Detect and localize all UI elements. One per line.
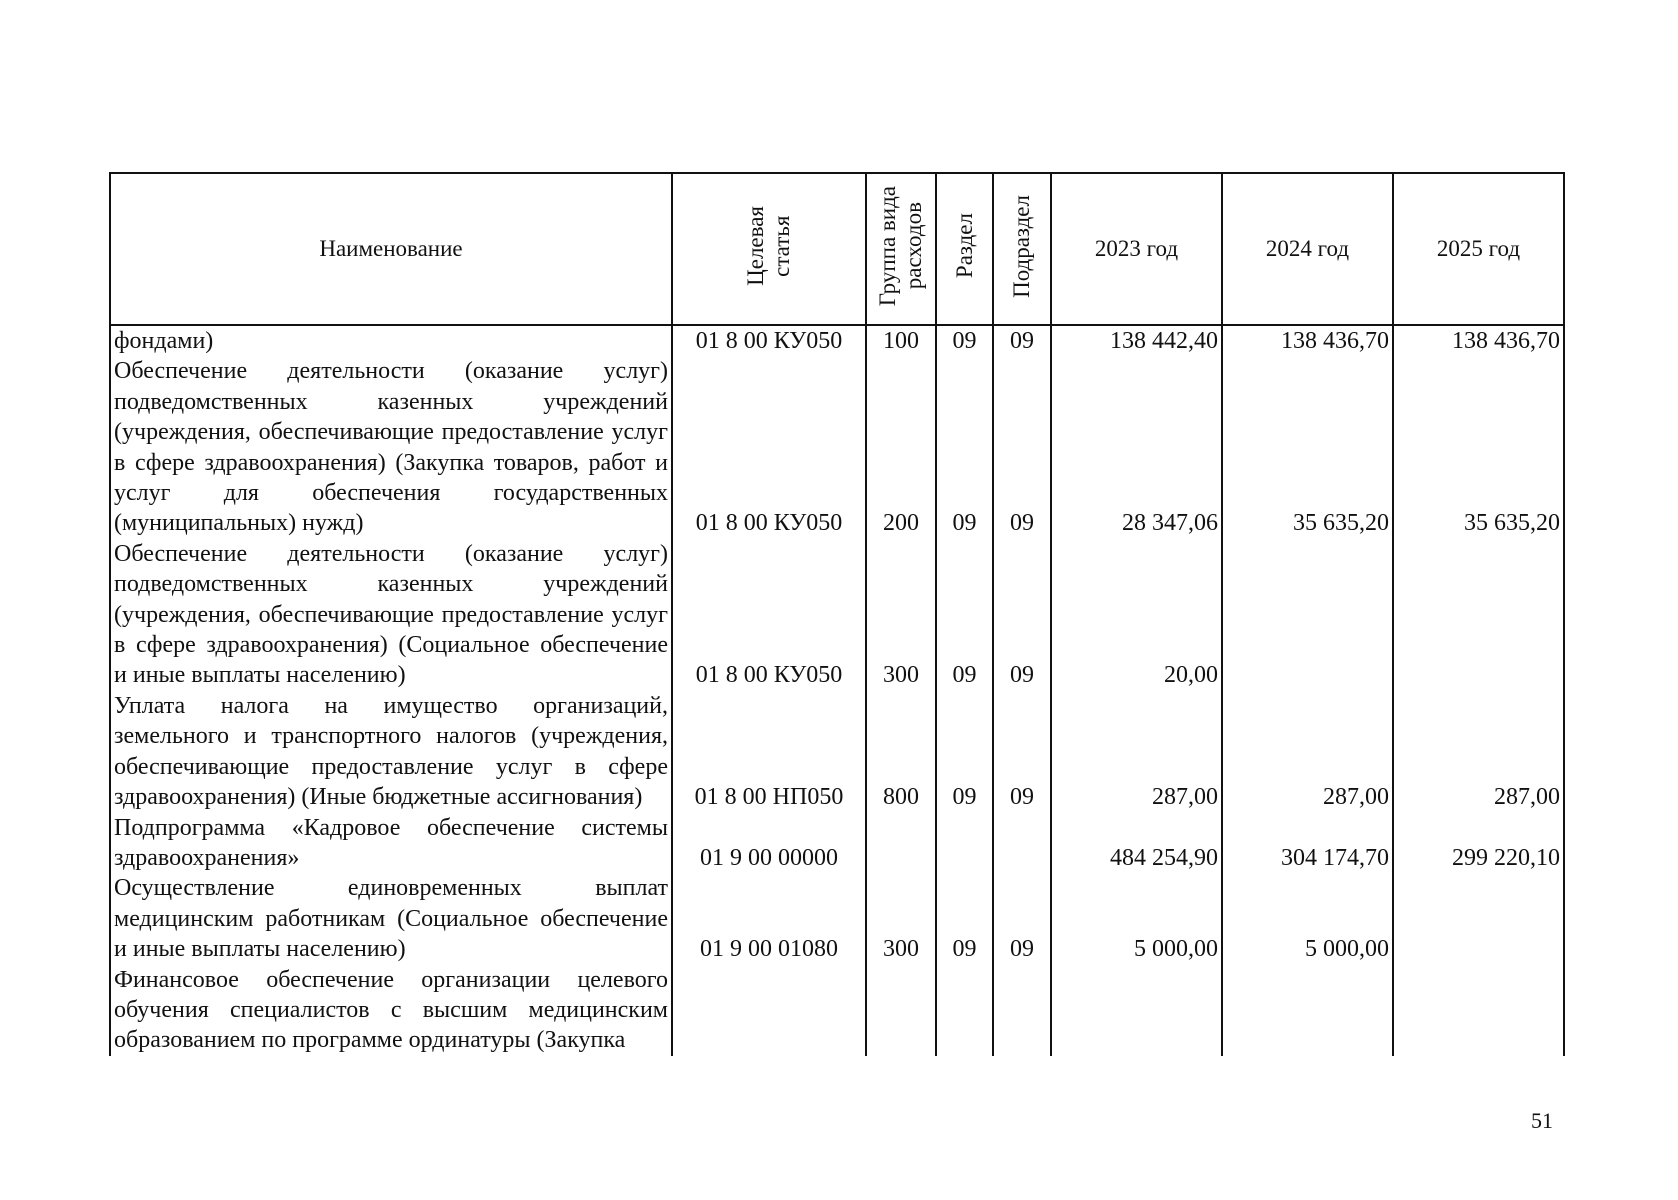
table-row bbox=[110, 813, 1564, 874]
row-section bbox=[936, 965, 993, 1056]
row-target-article: 01 8 00 КУ050 bbox=[672, 325, 866, 356]
row-amount-2024: 304 174,70 bbox=[1222, 813, 1393, 874]
row-amount-2025 bbox=[1393, 539, 1564, 691]
row-amount-2024 bbox=[1222, 965, 1393, 1056]
row-expense-group: 100 bbox=[866, 325, 936, 356]
row-name: фондами) bbox=[110, 325, 672, 356]
budget-table bbox=[109, 172, 1565, 1056]
row-amount-2023: 5 000,00 bbox=[1051, 873, 1222, 964]
header-2024: 2024 год bbox=[1222, 173, 1393, 325]
row-amount-2024 bbox=[1222, 539, 1393, 691]
row-amount-2025: 287,00 bbox=[1393, 691, 1564, 813]
row-amount-2025: 138 436,70 bbox=[1393, 325, 1564, 356]
row-amount-2023: 138 442,40 bbox=[1051, 325, 1222, 356]
row-subsection: 09 bbox=[993, 325, 1051, 356]
row-target-article: 01 9 00 01080 bbox=[672, 873, 866, 964]
row-amount-2025 bbox=[1393, 965, 1564, 1056]
row-section: 09 bbox=[936, 873, 993, 964]
row-amount-2025 bbox=[1393, 873, 1564, 964]
row-name: Уплата налога на имущество организаций, земельного и транспортного налогов (учреждения, обеспечивающие предоставление услуг в сфере здравоохранения) (Иные бюджетные ассигнования) bbox=[110, 691, 672, 813]
table-body bbox=[110, 325, 1564, 1056]
row-target-article: 01 8 00 КУ050 bbox=[672, 539, 866, 691]
row-section: 09 bbox=[936, 539, 993, 691]
row-amount-2024: 5 000,00 bbox=[1222, 873, 1393, 964]
row-section: 09 bbox=[936, 356, 993, 538]
row-expense-group bbox=[866, 965, 936, 1056]
row-target-article: 01 8 00 НП050 bbox=[672, 691, 866, 813]
row-section: 09 bbox=[936, 691, 993, 813]
row-amount-2025: 299 220,10 bbox=[1393, 813, 1564, 874]
row-amount-2023: 287,00 bbox=[1051, 691, 1222, 813]
row-target-article: 01 9 00 00000 bbox=[672, 813, 866, 874]
row-name: Финансовое обеспечение организации целевого обучения специалистов с высшим медицинским образованием по программе ординатуры (Закупка bbox=[110, 965, 672, 1056]
row-subsection: 09 bbox=[993, 873, 1051, 964]
header-2023: 2023 год bbox=[1051, 173, 1222, 325]
row-target-article: 01 8 00 КУ050 bbox=[672, 356, 866, 538]
row-subsection bbox=[993, 813, 1051, 874]
row-amount-2023: 484 254,90 bbox=[1051, 813, 1222, 874]
row-expense-group bbox=[866, 813, 936, 874]
row-amount-2023: 28 347,06 bbox=[1051, 356, 1222, 538]
table-header bbox=[110, 173, 1564, 325]
row-subsection: 09 bbox=[993, 539, 1051, 691]
table-row bbox=[110, 325, 1564, 356]
table-row bbox=[110, 539, 1564, 691]
header-subsection: Подраздел bbox=[993, 173, 1051, 325]
page-number: 51 bbox=[1531, 1108, 1553, 1133]
row-amount-2024: 35 635,20 bbox=[1222, 356, 1393, 538]
row-name: Обеспечение деятельности (оказание услуг) подведомственных казенных учреждений (учреждения, обеспечивающие предоставление услуг в сфере здравоохранения) (Социальное обеспечение и иные выплаты населению) bbox=[110, 539, 672, 691]
row-expense-group: 800 bbox=[866, 691, 936, 813]
row-target-article bbox=[672, 965, 866, 1056]
row-subsection: 09 bbox=[993, 691, 1051, 813]
row-subsection: 09 bbox=[993, 356, 1051, 538]
row-name: Обеспечение деятельности (оказание услуг) подведомственных казенных учреждений (учреждения, обеспечивающие предоставление услуг в сфере здравоохранения) (Закупка товаров, работ и услуг для обеспечения государственных (муниципальных) нужд) bbox=[110, 356, 672, 538]
header-expense-group: Группа вида расходов bbox=[866, 173, 936, 325]
row-amount-2025: 35 635,20 bbox=[1393, 356, 1564, 538]
row-section bbox=[936, 813, 993, 874]
table-row bbox=[110, 356, 1564, 538]
table-row bbox=[110, 691, 1564, 813]
row-expense-group: 300 bbox=[866, 873, 936, 964]
header-target-article: Целевая статья bbox=[672, 173, 866, 325]
row-expense-group: 200 bbox=[866, 356, 936, 538]
header-2025: 2025 год bbox=[1393, 173, 1564, 325]
table-row bbox=[110, 965, 1564, 1056]
header-section: Раздел bbox=[936, 173, 993, 325]
row-name: Осуществление единовременных выплат медицинским работникам (Социальное обеспечение и иные выплаты населению) bbox=[110, 873, 672, 964]
row-expense-group: 300 bbox=[866, 539, 936, 691]
row-section: 09 bbox=[936, 325, 993, 356]
row-amount-2024: 287,00 bbox=[1222, 691, 1393, 813]
row-subsection bbox=[993, 965, 1051, 1056]
row-name: Подпрограмма «Кадровое обеспечение системы здравоохранения» bbox=[110, 813, 672, 874]
table-row bbox=[110, 873, 1564, 964]
header-name: Наименование bbox=[110, 173, 672, 325]
row-amount-2024: 138 436,70 bbox=[1222, 325, 1393, 356]
row-amount-2023 bbox=[1051, 965, 1222, 1056]
row-amount-2023: 20,00 bbox=[1051, 539, 1222, 691]
